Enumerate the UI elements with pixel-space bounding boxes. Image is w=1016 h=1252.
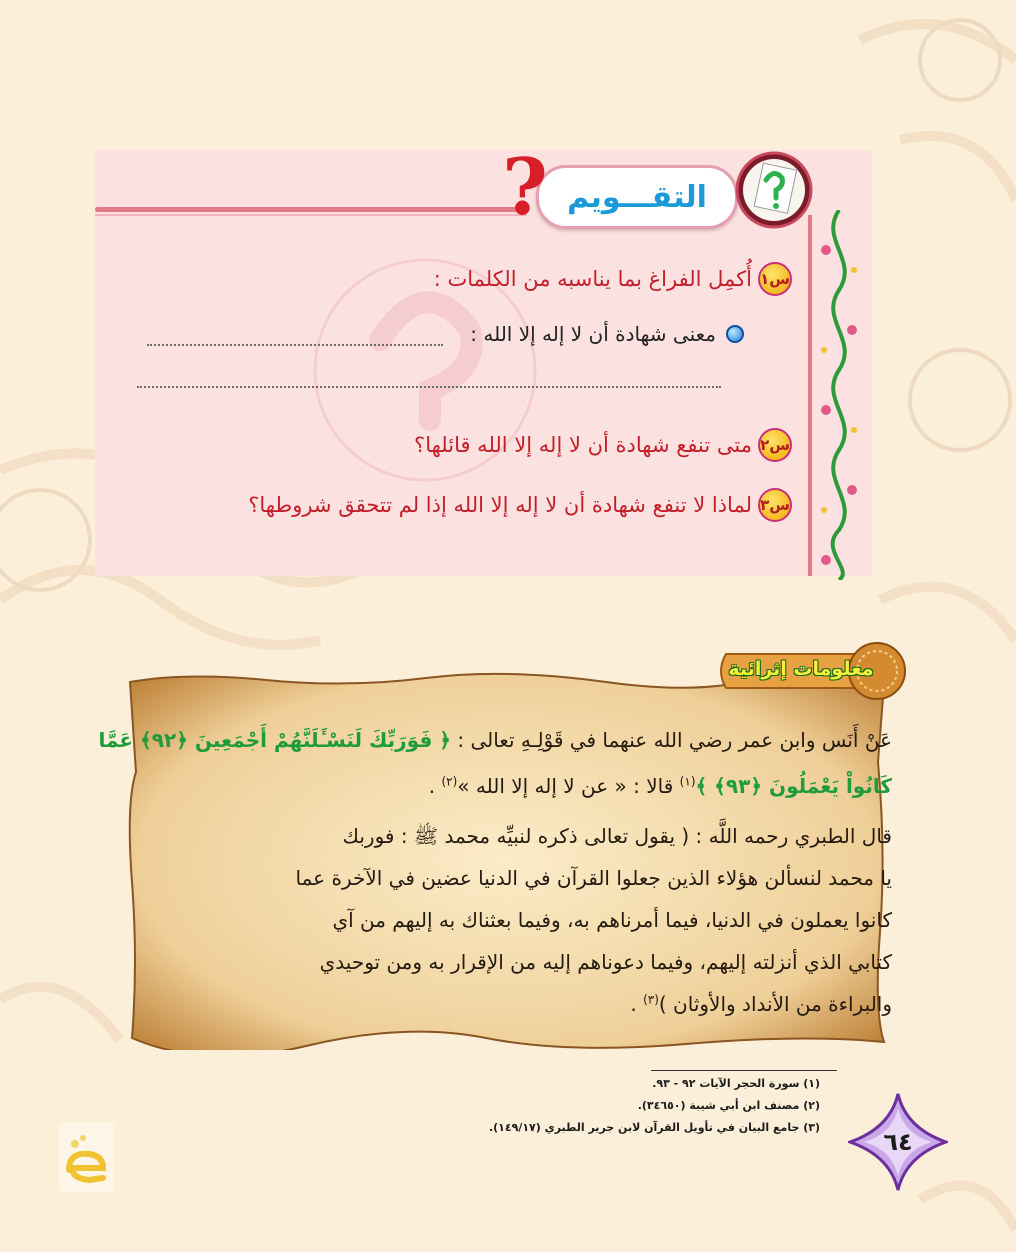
hadith-line	[99, 728, 892, 752]
hadith-text: عَنْ أَنَس وابن عمر رضي الله عنهما في قَوْلِـهِ تعالى :	[450, 728, 892, 752]
publisher-logo-icon	[59, 1122, 114, 1192]
hadith-line	[429, 774, 892, 798]
title-divider	[95, 207, 527, 212]
vine-ornament-border	[814, 210, 864, 580]
footnote-ref[interactable]: (٢)	[441, 774, 458, 789]
question-1	[434, 262, 792, 296]
footnote-divider	[651, 1070, 837, 1071]
quran-verse: ﴿ فَوَرَبِّكَ لَنَسْـَٔلَنَّهُمْ أَجْمَعِينَ ﴿٩٢﴾ عَمَّا	[98, 728, 451, 752]
question-text: متى تنفع شهادة أن لا إله إلا الله قائلها؟	[414, 433, 752, 457]
answer-blank-line[interactable]	[147, 344, 443, 346]
question-number-badge: س٣	[758, 488, 792, 522]
hadith-text: قالا : « عن لا إله إلا الله »	[457, 774, 680, 798]
quran-verse: كَانُواْ يَعْمَلُونَ ﴿٩٣﴾ ﴾	[695, 774, 892, 798]
footnote: (١) سورة الحجر الآيات ٩٢ - ٩٣.	[652, 1077, 820, 1090]
footnote: (٢) مصنف ابن أبي شيبة (٣٤٦٥٠).	[637, 1099, 820, 1112]
answer-blank-line[interactable]	[137, 386, 721, 388]
question-mark-icon: ?	[502, 142, 548, 233]
page-number: ٦٤	[883, 1128, 913, 1156]
paragraph-line: كانوا يعملون في الدنيا، فيما أمرناهم به، وفيما بعثناك به إليهم من آي	[332, 908, 892, 932]
paragraph-line	[630, 992, 892, 1016]
punctuation: .	[630, 992, 644, 1016]
question-3	[248, 488, 792, 522]
quiz-paper-icon	[734, 150, 814, 230]
enrichment-title: معلومات إثرائية	[728, 658, 874, 680]
fill-in-item	[470, 322, 744, 346]
title-divider-thin	[95, 214, 527, 216]
paragraph-line: يا محمد لنسألن هؤلاء الذين جعلوا القرآن في الدنيا عضين في الآخرة عما	[295, 866, 892, 890]
question-text: لماذا لا تنفع شهادة أن لا إله إلا الله إذا لم تتحقق شروطها؟	[248, 493, 752, 517]
question-text: أُكمِل الفراغ بما يناسبه من الكلمات :	[433, 267, 752, 291]
paragraph-text: والبراءة من الأنداد والأوثان )	[658, 992, 892, 1016]
section-title-pill	[536, 165, 738, 229]
paragraph-line: قال الطبري رحمه اللَّه : ( يقول تعالى ذكره لنبيِّه محمد ﷺ : فوربك	[342, 824, 892, 848]
question-number-badge: س٢	[758, 428, 792, 462]
section-title: التقـــويم	[567, 179, 707, 215]
footnote-ref[interactable]: (٣)	[643, 992, 659, 1007]
question-2	[414, 428, 792, 462]
footnote: (٣) جامع البيان في تأويل القرآن لابن جرير الطبري (١٤٩/١٧).	[488, 1121, 820, 1134]
bullet-icon	[726, 325, 744, 343]
fill-in-prompt: معنى شهادة أن لا إله إلا الله :	[470, 322, 716, 346]
question-number-badge: س١	[758, 262, 792, 296]
paragraph-line: كتابي الذي أنزلته إليهم، وفيما دعوناهم إليه من الإقرار به ومن توحيدي	[319, 950, 892, 974]
footnote-ref[interactable]: (١)	[679, 774, 696, 789]
panel-vertical-rule	[808, 215, 812, 576]
punctuation: .	[428, 774, 442, 798]
